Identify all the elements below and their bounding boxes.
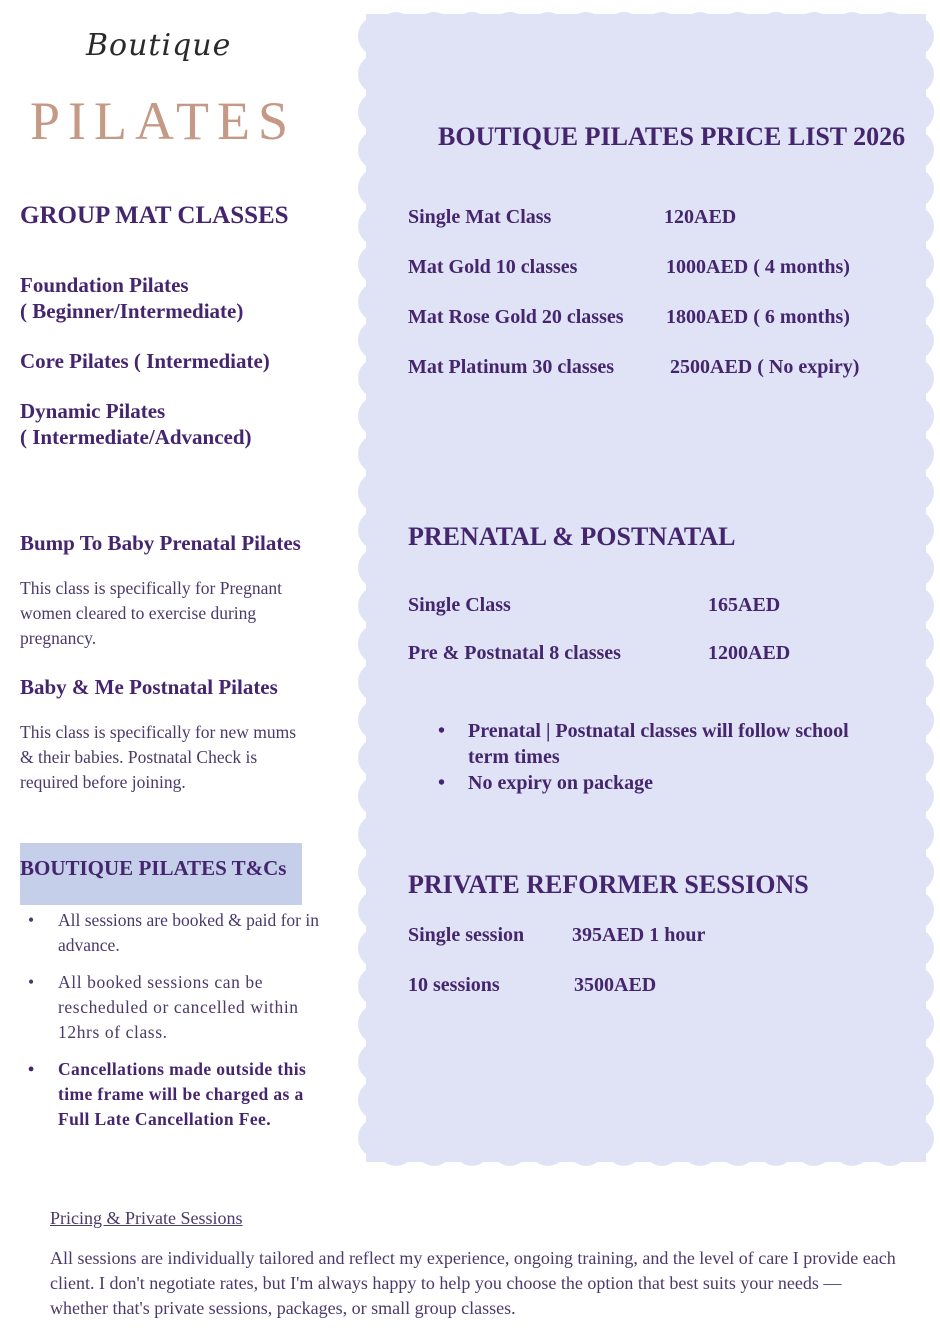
postnatal-class-desc: This class is specifically for new mums & their babies. Postnatal Check is required before joining. bbox=[20, 722, 297, 792]
price-row-mat-single: Single Mat Class bbox=[408, 206, 552, 228]
price-value: 2500AED ( No expiry) bbox=[670, 356, 860, 378]
prenatal-postnatal-title: PRENATAL & POSTNATAL bbox=[408, 522, 736, 551]
price-row-reformer-single: Single session bbox=[408, 924, 525, 946]
class-dynamic-level: ( Intermediate/Advanced) bbox=[20, 425, 252, 449]
bullet-icon: • bbox=[28, 1059, 35, 1079]
bullet-icon: • bbox=[28, 910, 35, 930]
price-value: 120AED bbox=[664, 206, 737, 228]
class-dynamic bbox=[20, 398, 252, 450]
price-value: 165AED bbox=[708, 594, 781, 616]
class-core-name: Core Pilates ( Intermediate) bbox=[20, 349, 270, 373]
price-list-title: BOUTIQUE PILATES PRICE LIST 2026 bbox=[438, 122, 906, 151]
tc-item: • Cancellations made outside this time frame will be charged as a Full Late Cancellation Fee. bbox=[28, 1059, 307, 1129]
tc-title: BOUTIQUE PILATES T&Cs bbox=[20, 856, 287, 880]
pricing-private-sessions-link[interactable]: Pricing & Private Sessions bbox=[50, 1208, 243, 1228]
price-value: 3500AED bbox=[574, 974, 657, 996]
tc-item: • All sessions are booked & paid for in advance. bbox=[28, 910, 319, 955]
class-foundation-level: ( Beginner/Intermediate) bbox=[20, 299, 244, 323]
bullet-icon: • bbox=[28, 972, 35, 992]
class-dynamic-name: Dynamic Pilates bbox=[20, 399, 166, 423]
prenatal-notes-list bbox=[430, 718, 850, 796]
price-row-mat-gold: Mat Gold 10 classes bbox=[408, 256, 578, 278]
price-row-prenatal-single: Single Class bbox=[408, 594, 511, 616]
class-core bbox=[20, 348, 270, 374]
prenatal-class-title: Bump To Baby Prenatal Pilates bbox=[20, 531, 301, 555]
price-value: 1000AED ( 4 months) bbox=[666, 256, 850, 278]
logo-script-text: Boutique bbox=[86, 28, 232, 63]
footer-paragraph: All sessions are individually tailored and reflect my experience, ongoing training, and the level of care I provide each client. I don't negotiate rates, but I'm always happy to help you choose the option that best suits your needs — whether that's private sessions, packages, or small group classes. bbox=[50, 1248, 896, 1318]
price-row-prenatal-8: Pre & Postnatal 8 classes bbox=[408, 642, 621, 664]
private-reformer-title: PRIVATE REFORMER SESSIONS bbox=[408, 870, 809, 899]
postnatal-class-title: Baby & Me Postnatal Pilates bbox=[20, 675, 278, 699]
class-foundation-name: Foundation Pilates bbox=[20, 273, 189, 297]
price-row-reformer-10: 10 sessions bbox=[408, 974, 500, 996]
tc-list bbox=[20, 908, 320, 1132]
class-foundation bbox=[20, 272, 243, 324]
prenatal-note: • No expiry on package bbox=[438, 772, 653, 794]
price-value: 395AED 1 hour bbox=[572, 924, 706, 946]
prenatal-note: • Prenatal | Postnatal classes will follow school term times bbox=[438, 720, 849, 768]
group-mat-classes-title: GROUP MAT CLASSES bbox=[20, 202, 289, 229]
price-value: 1800AED ( 6 months) bbox=[666, 306, 850, 328]
bullet-icon: • bbox=[438, 720, 446, 742]
bullet-icon: • bbox=[438, 772, 446, 794]
logo-main-text: PILATES bbox=[30, 91, 297, 151]
price-row-mat-rose-gold: Mat Rose Gold 20 classes bbox=[408, 306, 624, 328]
tc-item: • All booked sessions can be rescheduled or cancelled within 12hrs of class. bbox=[28, 972, 299, 1042]
price-value: 1200AED bbox=[708, 642, 791, 664]
prenatal-class-desc: This class is specifically for Pregnant women cleared to exercise during pregnancy. bbox=[20, 578, 282, 648]
price-row-mat-platinum: Mat Platinum 30 classes bbox=[408, 356, 615, 378]
